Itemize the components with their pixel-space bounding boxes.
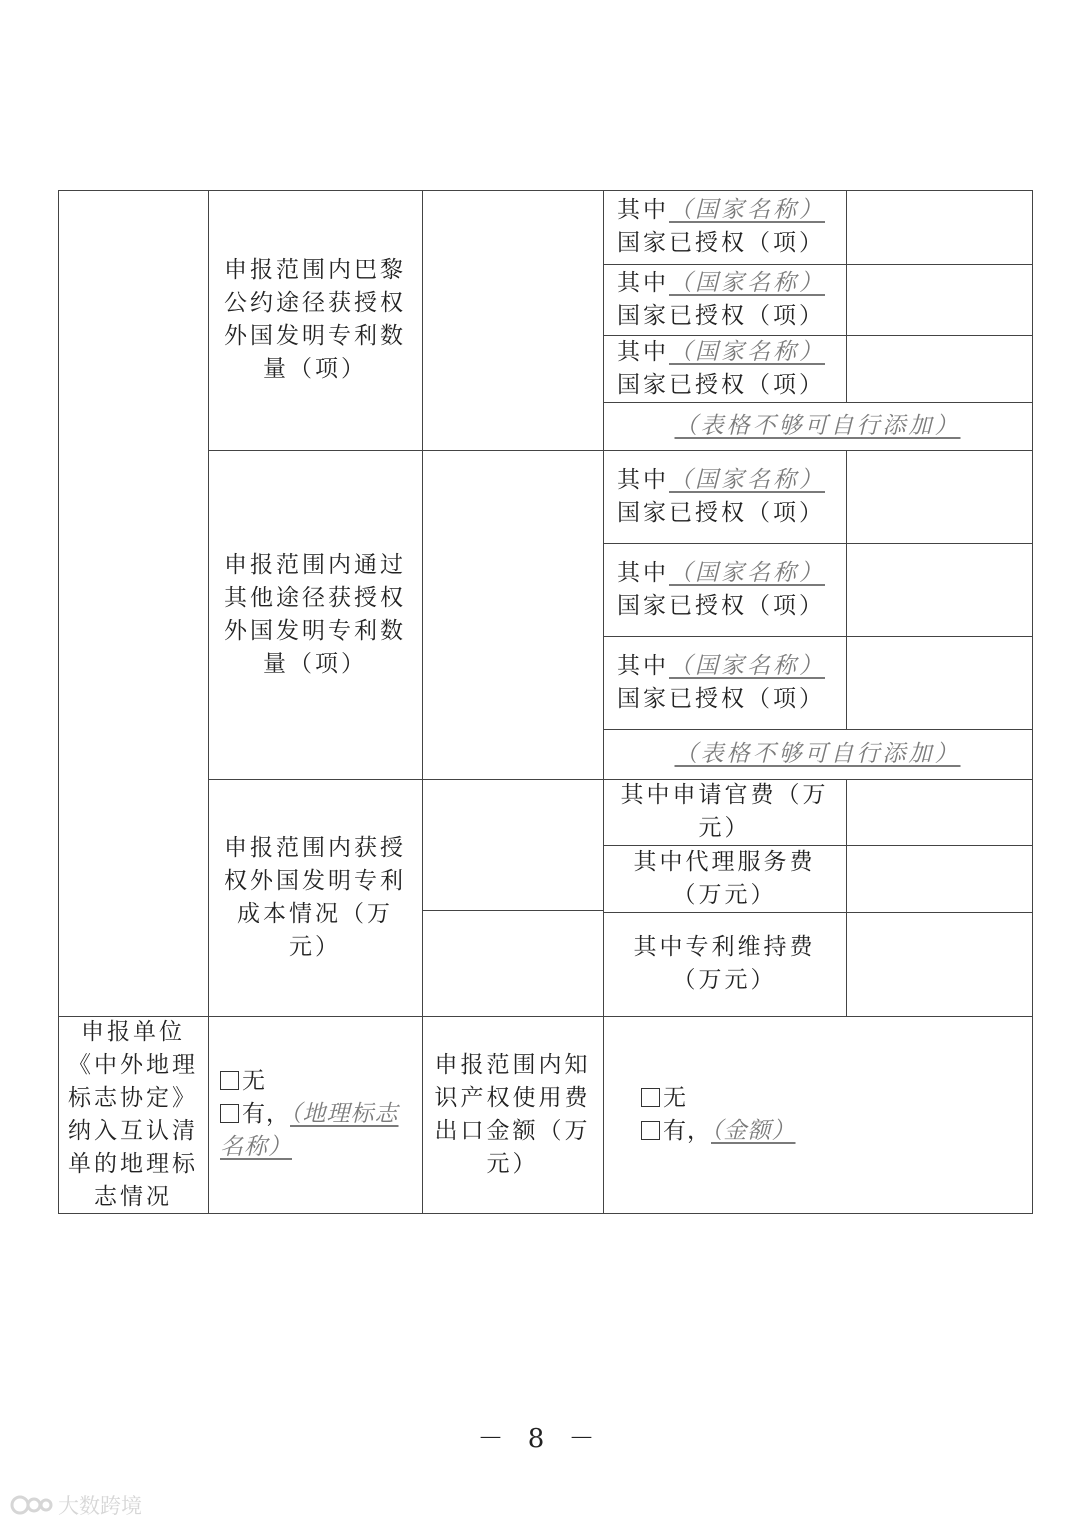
other-route-label: 申报范围内通过其他途径获授权外国发明专利数量（项）	[224, 551, 406, 677]
cost-value-cell[interactable]	[422, 910, 603, 1016]
paris-route-label: 申报范围内巴黎公约途径获授权外国发明专利数量（项）	[224, 257, 406, 382]
official-fee-value-cell[interactable]	[846, 779, 1032, 845]
paris-add-rows-note: （表格不够可自行添加）	[674, 412, 961, 439]
checkbox-icon[interactable]	[641, 1088, 660, 1107]
gi-options-cell	[208, 1016, 422, 1213]
cost-row-maintenance-fee: 其中专利维持费（万元）	[633, 934, 816, 993]
other-country-value-cell[interactable]	[846, 636, 1032, 729]
gi-label: 申报单位《中外地理标志协定》纳入互认清单的地理标志情况	[68, 1018, 198, 1210]
watermark-logo-icon	[10, 1493, 54, 1517]
agency-fee-value-cell[interactable]	[846, 845, 1032, 912]
paris-route-value-cell[interactable]	[422, 190, 603, 450]
paris-country-value-cell[interactable]	[846, 190, 1032, 264]
country-name-placeholder[interactable]: （国家名称）	[669, 269, 825, 296]
country-name-placeholder[interactable]: （国家名称）	[669, 197, 825, 223]
country-name-placeholder[interactable]: （国家名称）	[669, 338, 825, 365]
other-country-row: 其中（国家名称）国家已授权（项）	[617, 652, 825, 712]
cost-label: 申报范围内获授权外国发明专利成本情况（万元）	[224, 834, 406, 960]
checkbox-icon[interactable]	[220, 1104, 239, 1123]
gi-name-placeholder[interactable]: （地理标志名称）	[220, 1101, 399, 1160]
country-name-placeholder[interactable]: （国家名称）	[669, 652, 825, 679]
amount-placeholder[interactable]: （金额）	[711, 1117, 796, 1144]
checkbox-icon[interactable]	[641, 1121, 660, 1140]
maintenance-fee-value-cell[interactable]	[846, 912, 1032, 1016]
other-country-row: 其中（国家名称）国家已授权（项）	[617, 559, 825, 619]
paris-country-row: 其中（国家名称）国家已授权（项）	[617, 338, 825, 398]
country-name-placeholder[interactable]: （国家名称）	[669, 466, 825, 493]
paris-country-value-cell[interactable]	[846, 264, 1032, 335]
gi-option-none[interactable]: 无	[220, 1065, 416, 1098]
ip-fee-option-none[interactable]: 无	[641, 1082, 796, 1115]
page-number: － 8 －	[477, 1424, 603, 1454]
other-country-row: 其中（国家名称）国家已授权（项）	[617, 466, 825, 526]
ip-fee-options-cell	[603, 1016, 1032, 1213]
cost-row-official-fee: 其中申请官费（万元）	[620, 782, 829, 841]
other-route-value-cell[interactable]	[422, 450, 603, 779]
other-add-rows-note: （表格不够可自行添加）	[674, 740, 961, 767]
paris-country-value-cell[interactable]	[846, 335, 1032, 402]
other-country-value-cell[interactable]	[846, 450, 1032, 543]
gi-option-yes[interactable]: 有，（地理标志名称）	[220, 1101, 399, 1160]
country-name-placeholder[interactable]: （国家名称）	[669, 559, 825, 586]
paris-country-row: 其中（国家名称）国家已授权（项）	[617, 269, 825, 329]
paris-country-row: 其中（国家名称）国家已授权（项）	[617, 197, 825, 256]
watermark: 大数跨境	[10, 1490, 142, 1520]
checkbox-icon[interactable]	[220, 1071, 239, 1090]
cost-value-cell[interactable]	[422, 779, 603, 910]
ip-fee-label: 申报范围内知识产权使用费出口金额（万元）	[434, 1051, 591, 1177]
cost-row-agency-fee: 其中代理服务费（万元）	[633, 848, 816, 908]
other-country-value-cell[interactable]	[846, 543, 1032, 636]
ip-fee-option-yes[interactable]: 有，（金额）	[641, 1115, 796, 1148]
